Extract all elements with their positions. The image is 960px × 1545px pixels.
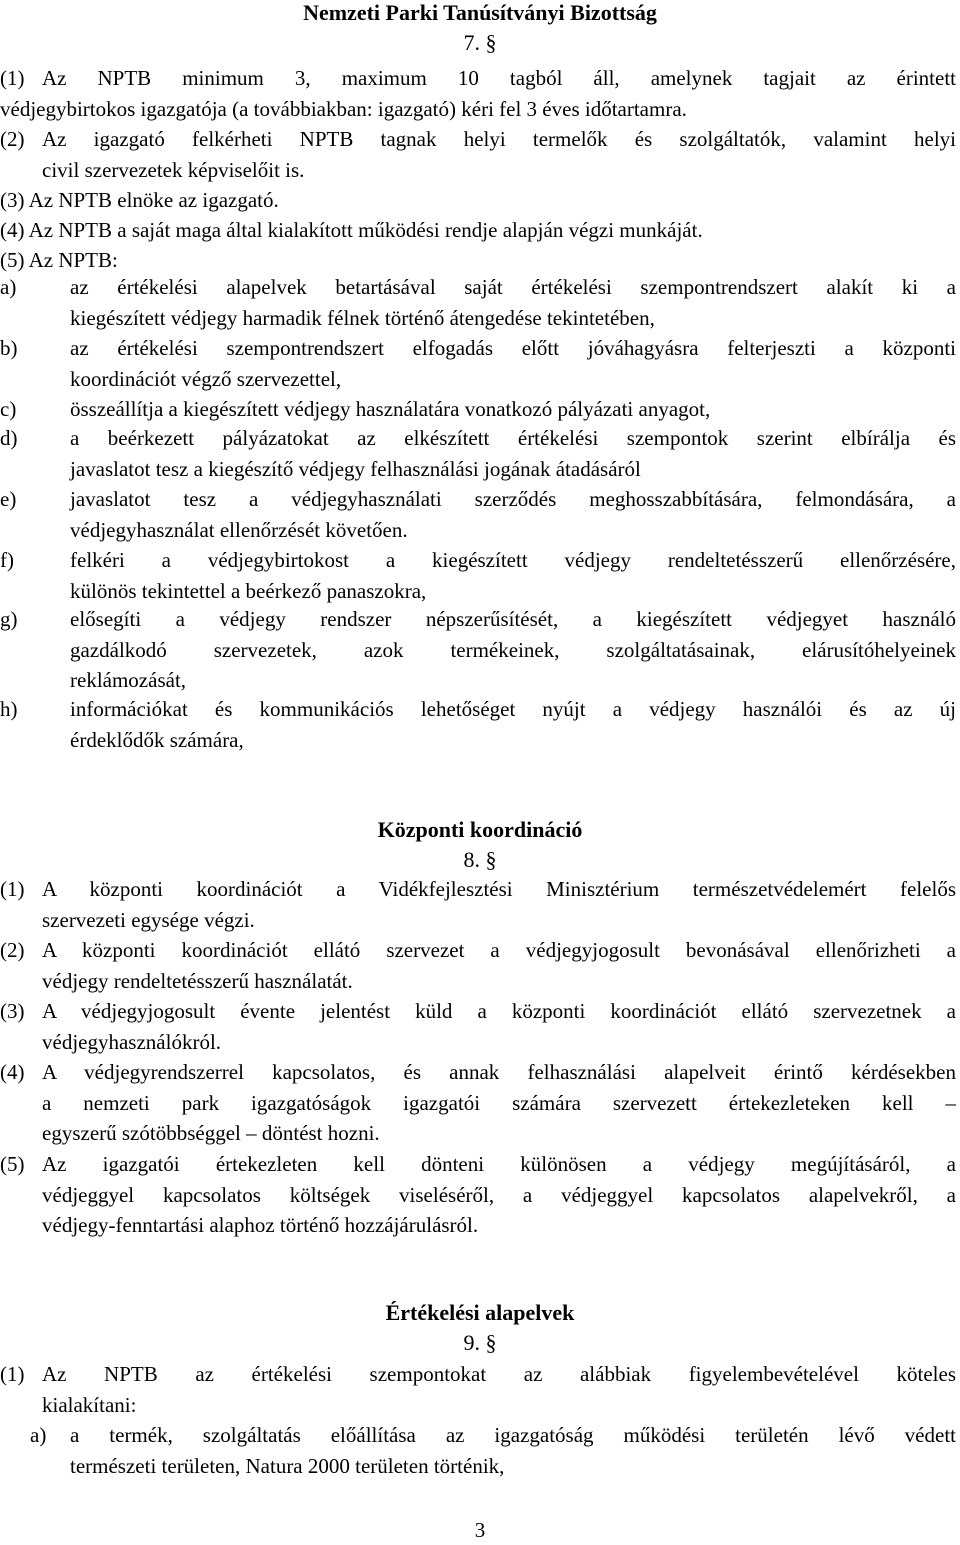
list-item-line: különös tekintettel a beérkező panaszokra, — [70, 578, 427, 603]
paragraph-label: (2) — [0, 938, 25, 962]
section-8-title: Központi koordináció — [377, 817, 583, 842]
list-item-line: elősegíti a védjegy rendszer népszerűsítését, a kiegészített védjegyet használó — [70, 607, 956, 631]
list-item-line: felkéri a védjegybirtokost a kiegészített védjegy rendeltetésszerű ellenőrzésére, — [70, 548, 956, 572]
list-item-line: az értékelési szempontrendszert elfogadás előtt jóváhagyásra felterjeszti a központi — [70, 336, 956, 360]
list-item-line: javaslatot tesz a kiegészítő védjegy felhasználási jogának átadásáról — [70, 456, 641, 481]
list-item-line: védjegyhasználat ellenőrzését követően. — [70, 517, 408, 542]
paragraph-label: (3) — [0, 999, 25, 1023]
list-item-label: a) — [30, 1423, 47, 1447]
list-item-label: a) — [0, 275, 17, 299]
list-item-line: információkat és kommunikációs lehetőséget nyújt a védjegy használói és az új — [70, 697, 956, 721]
list-item-line: reklámozását, — [70, 668, 187, 692]
section-8-number: 8. § — [463, 847, 497, 872]
paragraph-line: A központi koordinációt a Vidékfejlesztési Minisztérium természetvédelemért felelős — [42, 877, 956, 901]
section-7-paragraph-5 — [0, 245, 956, 276]
list-item-label: d) — [0, 426, 18, 450]
paragraph-line: civil szervezetek képviselőit is. — [42, 157, 305, 182]
paragraph-line: Az NPTB az értékelési szempontokat az alábbiak figyelembevételével köteles — [42, 1362, 956, 1386]
paragraph-label: (2) — [0, 127, 25, 151]
list-item-line: koordinációt végző szervezettel, — [70, 366, 342, 391]
list-item-line: érdeklődők számára, — [70, 727, 244, 752]
paragraph-line: szervezeti egysége végzi. — [42, 907, 255, 932]
section-7-paragraph-3 — [0, 185, 956, 216]
section-7-paragraph-2 — [0, 124, 956, 185]
list-item-label: e) — [0, 487, 17, 511]
paragraph-label: (5) — [0, 1152, 25, 1176]
paragraph-line: védjegybirtokos igazgatója (a továbbiakban: igazgató) kéri fel 3 éves időtartamra. — [0, 96, 687, 121]
section-7-number: 7. § — [463, 30, 497, 55]
paragraph-line: Az igazgatói értekezleten kell dönteni különösen a védjegy megújításáról, a — [42, 1152, 956, 1176]
paragraph-line: (3) Az NPTB elnöke az igazgató. — [0, 188, 279, 212]
list-item-line: gazdálkodó szervezetek, azok termékeinek, szolgáltatásainak, elárusítóhelyeinek — [70, 637, 956, 662]
list-item-label: h) — [0, 697, 18, 721]
paragraph-line: (5) Az NPTB: — [0, 248, 118, 272]
paragraph-line: A központi koordinációt ellátó szervezet a védjegyjogosult bevonásával ellenőrizheti a — [42, 938, 956, 962]
paragraph-line: kialakítani: — [42, 1392, 137, 1417]
paragraph-line: egyszerű szótöbbséggel – döntést hozni. — [42, 1121, 380, 1145]
section-7-title: Nemzeti Parki Tanúsítványi Bizottság — [303, 0, 657, 25]
paragraph-line: védjegy-fenntartási alaphoz történő hozzájárulásról. — [42, 1213, 479, 1237]
paragraph-line: (4) Az NPTB a saját maga által kialakított működési rendje alapján végzi munkáját. — [0, 218, 703, 242]
list-item-line: kiegészített védjegy harmadik félnek történő átengedése tekintetében, — [70, 305, 655, 330]
paragraph-line: A védjegyrendszerrel kapcsolatos, és annak felhasználási alapelveit érintő kérdésekben — [42, 1060, 956, 1084]
paragraph-line: Az NPTB minimum 3, maximum 10 tagból áll, amelynek tagjait az érintett — [42, 66, 956, 90]
paragraph-label: (1) — [0, 66, 25, 90]
list-item-label: f) — [0, 548, 14, 572]
list-item-label: b) — [0, 336, 18, 360]
paragraph-line: A védjegyjogosult évente jelentést küld a központi koordinációt ellátó szervezetnek a — [42, 999, 956, 1023]
section-7-paragraph-1 — [0, 63, 956, 124]
paragraph-label: (4) — [0, 1060, 25, 1084]
list-item-line: a beérkezett pályázatokat az elkészített értékelési szempontok szerint elbírálja és — [70, 426, 956, 450]
paragraph-line: védjeggyel kapcsolatos költségek viseléséről, a védjeggyel kapcsolatos alapelvekről, a — [42, 1182, 956, 1207]
section-9-title: Értékelési alapelvek — [385, 1300, 575, 1325]
list-item-line: összeállítja a kiegészített védjegy használatára vonatkozó pályázati anyagot, — [70, 397, 711, 421]
list-item-label: g) — [0, 607, 18, 631]
paragraph-label: (1) — [0, 877, 25, 901]
paragraph-line: védjegy rendeltetésszerű használatát. — [42, 968, 353, 993]
list-item-label: c) — [0, 397, 17, 421]
paragraph-line: a nemzeti park igazgatóságok igazgatói számára szervezett értekezleteken kell – — [42, 1090, 956, 1115]
list-item-line: a termék, szolgáltatás előállítása az igazgatóság működési területén lévő védett — [70, 1423, 956, 1447]
paragraph-line: Az igazgató felkérheti NPTB tagnak helyi termelők és szolgáltatók, valamint helyi — [42, 127, 956, 151]
paragraph-line: védjegyhasználókról. — [42, 1029, 222, 1054]
list-item-line: javaslatot tesz a védjegyhasználati szerződés meghosszabbítására, felmondására, a — [70, 487, 956, 511]
page-number: 3 — [474, 1518, 486, 1542]
list-item-line: az értékelési alapelvek betartásával saját értékelési szempontrendszert alakít ki a — [70, 275, 956, 299]
section-9-number: 9. § — [463, 1330, 497, 1355]
list-item-line: természeti területen, Natura 2000 területen történik, — [70, 1453, 505, 1478]
paragraph-label: (1) — [0, 1362, 25, 1386]
section-7-paragraph-4 — [0, 215, 956, 246]
